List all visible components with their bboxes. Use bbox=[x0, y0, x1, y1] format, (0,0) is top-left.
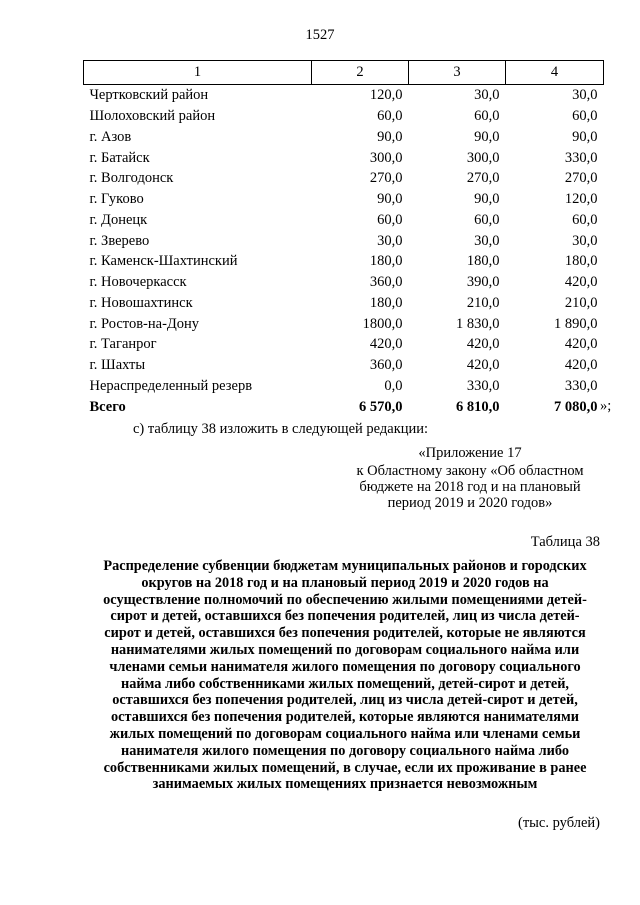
value-2020: 180,0 bbox=[564, 253, 598, 270]
heading-line: осуществление полномочий по обеспечению жилыми помещениями детей- bbox=[103, 591, 587, 608]
heading-line: оставшихся без попечения родителей, лиц из числа детей-сирот и детей, bbox=[112, 692, 578, 709]
value-2018: 60,0 bbox=[377, 211, 403, 228]
table-row bbox=[84, 230, 604, 251]
appendix-title: «Приложение 17 bbox=[418, 445, 522, 461]
heading-line: оставшихся без попечения родителей, которые являются нанимателями bbox=[111, 709, 579, 726]
value-2018: 420,0 bbox=[369, 336, 403, 353]
value-2018: 1800,0 bbox=[362, 315, 403, 332]
value-2020: 90,0 bbox=[572, 128, 598, 145]
value-2018: 360,0 bbox=[369, 274, 403, 291]
value-2020: 60,0 bbox=[572, 211, 598, 228]
row-name: г. Батайск bbox=[89, 149, 150, 166]
table-body bbox=[84, 85, 604, 418]
row-name: Нераспределенный резерв bbox=[89, 377, 253, 394]
value-2019: 420,0 bbox=[466, 336, 500, 353]
table-row bbox=[84, 147, 604, 168]
table-row bbox=[84, 334, 604, 355]
value-2020: 30,0 bbox=[572, 87, 598, 104]
value-2019: 390,0 bbox=[466, 274, 500, 291]
value-2018: 120,0 bbox=[369, 87, 403, 104]
value-2019: 300,0 bbox=[466, 149, 500, 166]
heading-line: округов на 2018 год и на плановый период 2019 и 2020 годов на bbox=[141, 574, 549, 591]
value-2019: 60,0 bbox=[474, 211, 500, 228]
units-label: (тыс. рублей) bbox=[518, 815, 600, 831]
row-name: г. Шахты bbox=[89, 357, 146, 374]
table-row bbox=[84, 355, 604, 376]
value-2018: 300,0 bbox=[369, 149, 403, 166]
table-header bbox=[84, 61, 604, 85]
total-label: Всего bbox=[89, 398, 126, 415]
total-2018: 6 570,0 bbox=[359, 398, 403, 415]
heading-line: нанимателя жилого помещения по договору социального найма либо bbox=[121, 742, 569, 759]
row-name: Шолоховский район bbox=[89, 108, 216, 125]
value-2018: 90,0 bbox=[377, 128, 403, 145]
column-header-2: 2 bbox=[312, 61, 409, 85]
table-row bbox=[84, 106, 604, 127]
table-row bbox=[84, 272, 604, 293]
value-2018: 90,0 bbox=[377, 191, 403, 208]
table-row bbox=[84, 168, 604, 189]
table-row bbox=[84, 210, 604, 231]
table-row bbox=[84, 251, 604, 272]
value-2020: 420,0 bbox=[564, 357, 598, 374]
value-2019: 1 830,0 bbox=[456, 315, 500, 332]
row-name: г. Зверево bbox=[89, 232, 150, 249]
value-2018: 270,0 bbox=[369, 170, 403, 187]
appendix-line: бюджете на 2018 год и на плановый bbox=[359, 479, 581, 495]
value-2019: 180,0 bbox=[466, 253, 500, 270]
table-row bbox=[84, 313, 604, 334]
heading-line: собственниками жилых помещений, в случае, если их проживание в ранее bbox=[103, 759, 587, 776]
row-name: Чертковский район bbox=[89, 87, 209, 104]
table-heading bbox=[80, 558, 610, 793]
value-2019: 90,0 bbox=[474, 128, 500, 145]
page-number: 1527 bbox=[305, 27, 335, 43]
value-2020: 60,0 bbox=[572, 108, 598, 125]
value-2019: 270,0 bbox=[466, 170, 500, 187]
table-row bbox=[84, 127, 604, 148]
value-2019: 30,0 bbox=[474, 232, 500, 249]
closing-quote: »; bbox=[600, 398, 612, 414]
value-2018: 360,0 bbox=[369, 357, 403, 374]
heading-line: найма либо собственниками жилых помещений, детей-сирот и детей, bbox=[120, 675, 570, 692]
row-name: г. Каменск-Шахтинский bbox=[89, 253, 238, 270]
heading-line: сирот и детей, оставшихся без попечения родителей, лиц из числа детей- bbox=[110, 608, 580, 625]
appendix-line: к Областному закону «Об областном bbox=[356, 463, 584, 479]
row-name: г. Гуково bbox=[89, 191, 144, 208]
table-row bbox=[84, 85, 604, 106]
table-row bbox=[84, 293, 604, 314]
value-2018: 180,0 bbox=[369, 253, 403, 270]
row-name: г. Волгодонск bbox=[89, 170, 174, 187]
table-row bbox=[84, 189, 604, 210]
value-2020: 270,0 bbox=[564, 170, 598, 187]
table-number: Таблица 38 bbox=[530, 534, 600, 550]
value-2018: 60,0 bbox=[377, 108, 403, 125]
total-2019: 6 810,0 bbox=[456, 398, 500, 415]
heading-line: сирот и детей, оставшихся без попечения родителей, которые не являются bbox=[104, 625, 586, 642]
column-header-4: 4 bbox=[506, 61, 604, 85]
value-2020: 420,0 bbox=[564, 336, 598, 353]
column-header-3: 3 bbox=[409, 61, 506, 85]
value-2020: 120,0 bbox=[564, 191, 598, 208]
row-name: г. Новочеркасск bbox=[89, 274, 187, 291]
value-2020: 1 890,0 bbox=[554, 315, 598, 332]
total-2020: 7 080,0 bbox=[554, 398, 598, 415]
column-header-1: 1 bbox=[84, 61, 312, 85]
value-2019: 30,0 bbox=[474, 87, 500, 104]
row-name: г. Ростов-на-Дону bbox=[89, 315, 200, 332]
subvention-table bbox=[83, 60, 604, 417]
row-name: г. Донецк bbox=[89, 211, 148, 228]
heading-line: занимаемых жилых помещениях признается невозможным bbox=[152, 776, 538, 793]
appendix-line: период 2019 и 2020 годов» bbox=[387, 495, 553, 511]
heading-line: членами семьи нанимателя жилого помещения по договору социального bbox=[109, 658, 581, 675]
row-name: г. Таганрог bbox=[89, 336, 157, 353]
value-2018: 0,0 bbox=[384, 377, 403, 394]
value-2019: 330,0 bbox=[466, 377, 500, 394]
value-2020: 210,0 bbox=[564, 294, 598, 311]
heading-line: жилых помещений по договорам социального найма или членами семьи bbox=[109, 725, 581, 742]
table-row bbox=[84, 376, 604, 397]
value-2020: 330,0 bbox=[564, 377, 598, 394]
amendment-instruction: с) таблицу 38 изложить в следующей редакции: bbox=[133, 421, 429, 437]
value-2020: 30,0 bbox=[572, 232, 598, 249]
value-2019: 60,0 bbox=[474, 108, 500, 125]
value-2020: 330,0 bbox=[564, 149, 598, 166]
heading-line: Распределение субвенции бюджетам муниципальных районов и городских bbox=[103, 558, 587, 574]
value-2019: 90,0 bbox=[474, 191, 500, 208]
value-2020: 420,0 bbox=[564, 274, 598, 291]
total-row bbox=[84, 396, 604, 417]
row-name: г. Новошахтинск bbox=[89, 294, 193, 311]
row-name: г. Азов bbox=[89, 128, 132, 145]
value-2019: 210,0 bbox=[466, 294, 500, 311]
value-2018: 180,0 bbox=[369, 294, 403, 311]
appendix-reference bbox=[340, 445, 600, 511]
value-2019: 420,0 bbox=[466, 357, 500, 374]
value-2018: 30,0 bbox=[377, 232, 403, 249]
heading-line: нанимателями жилых помещений по договорам социального найма или bbox=[110, 641, 580, 658]
